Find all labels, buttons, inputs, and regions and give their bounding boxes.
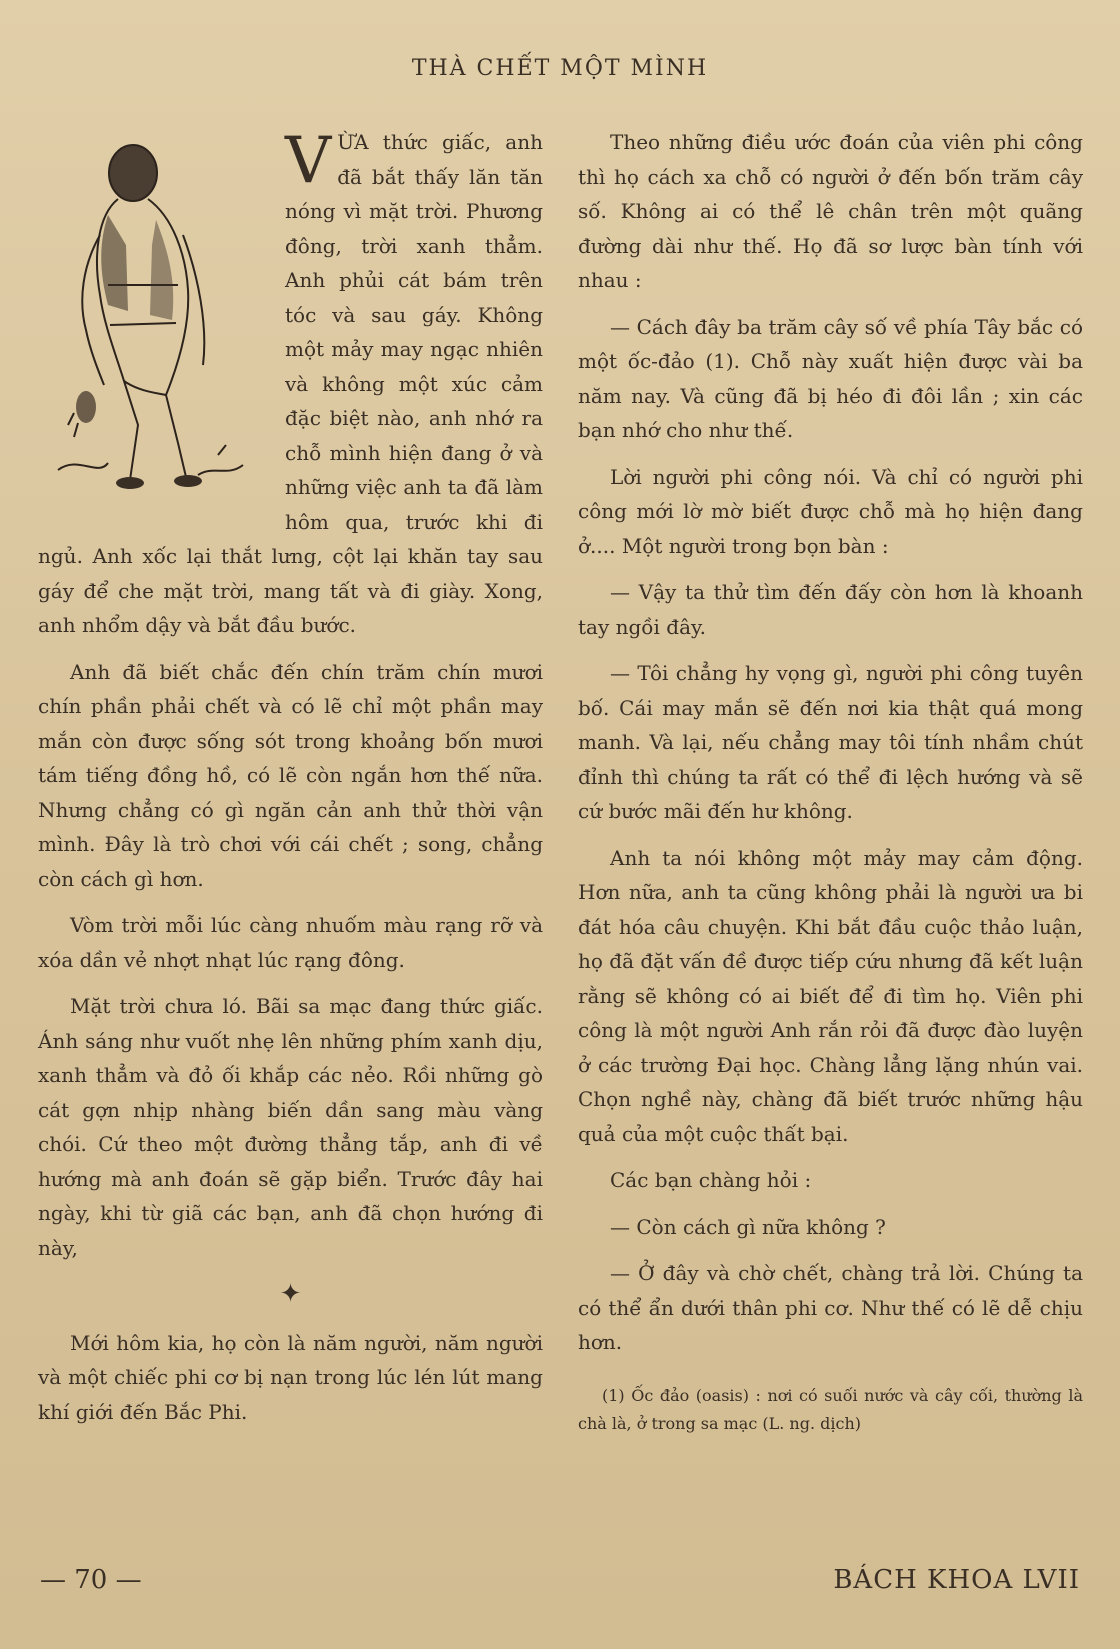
paragraph: Mới hôm kia, họ còn là năm người, năm người và một chiếc phi cơ bị nạn trong lúc lén lút mang khí giới đến Bắc Phi. — [38, 1330, 543, 1424]
paragraph: Anh ta nói không một mảy may cảm động. Hơn nữa, anh ta cũng không phải là người ưa bi đát hóa câu chuyện. Khi bắt đầu cuộc thảo luận, họ đã đặt vấn đề được tiếp cứu nhưng đã kết luận rằng sẽ không có ai biết để đi tìm họ. Viên phi công là một người Anh rắn rỏi đã được đào luyện ở các trường Đại học. Chàng lẳng lặng nhún vai. Chọn nghề này, chàng đã biết trước những hậu quả của một cuộc thất bại. — [578, 845, 1083, 1146]
left-column — [38, 125, 543, 1441]
paragraph: — Vậy ta thử tìm đến đấy còn hơn là khoanh tay ngồi đây. — [578, 580, 1083, 639]
right-column — [578, 125, 1083, 1438]
paragraph: — Ở đây và chờ chết, chàng trả lời. Chúng ta có thể ẩn dưới thân phi cơ. Như thế có lẽ dễ chịu hơn. — [578, 1261, 1083, 1354]
drop-cap: V — [285, 124, 332, 198]
page-number: — 70 — — [40, 1565, 142, 1595]
running-title: THÀ CHẾT MỘT MÌNH — [411, 56, 709, 81]
paragraph: Lời người phi công nói. Và chỉ có người phi công mới lờ mờ biết được chỗ mà họ hiện đang ở.... Một người trong bọn bàn : — [578, 464, 1083, 558]
paragraph: Anh đã biết chắc đến chín trăm chín mươi chín phần phải chết và có lẽ chỉ một phần may mắn còn được sống sót trong khoảng bốn mươi tám tiếng đồng hồ, có lẽ còn ngắn hơn thế nữa. Nhưng chẳng có gì ngăn cản anh thử thời vận mình. Đây là trò chơi với cái chết ; song, chẳng còn cách gì hơn. — [38, 659, 543, 891]
paragraph-text: ỪA thức giấc, anh đã bắt thấy lăn tăn nóng vì mặt trời. Phương đông, trời xanh thẳm. Anh phủi cát bám trên tóc và sau gáy. Không một mảy may ngạc nhiên và không một xúc cảm đặc biệt nào, anh nhớ ra chỗ mình hiện đang ở và những việc anh ta đã làm hôm qua, trước khi đi ngủ. Anh xốc lại thắt lưng, cột lại khăn tay sau gáy để che mặt trời, mang tất và đi giày. Xong, anh nhổm dậy và bắt đầu bước. — [38, 130, 543, 637]
paragraph: Theo những điều ước đoán của viên phi công thì họ cách xa chỗ có người ở đến bốn trăm cây số. Không ai có thể lê chân trên một quãng đường dài như thế. Họ đã sơ lược bàn tính với nhau : — [578, 130, 1083, 292]
section-separator-star: ✦ — [279, 1279, 302, 1309]
soldier-illustration — [38, 125, 273, 507]
paragraph: Mặt trời chưa ló. Bãi sa mạc đang thức giấc. Ánh sáng như vuốt nhẹ lên những phím xanh dịu, xanh thẳm và đỏ ối khắp các nẻo. Rồi những gò cát gợn nhịp nhàng biến dần sang màu vàng chói. Cứ theo một đường thẳng tắp, anh đi về hướng mà anh đoán sẽ gặp biển. Trước đây hai ngày, khi từ giã các bạn, anh đã chọn hướng đi này, — [38, 994, 543, 1260]
paragraph: — Cách đây ba trăm cây số về phía Tây bắc có một ốc-đảo (1). Chỗ này xuất hiện được vài ba năm nay. Và cũng đã bị héo đi đôi lần ; xin các bạn nhớ cho như thế. — [578, 314, 1083, 442]
footnote: (1) Ốc đảo (oasis) : nơi có suối nước và cây cối, thường là chà là, ở trong sa mạc (L. ng. dịch) — [578, 1385, 1083, 1433]
paragraph: Các bạn chàng hỏi : — [610, 1168, 812, 1192]
magazine-name: BÁCH KHOA LVII — [833, 1565, 1080, 1595]
paragraph: Vòm trời mỗi lúc càng nhuốm màu rạng rỡ và xóa dần vẻ nhợt nhạt lúc rạng đông. — [38, 913, 543, 972]
paragraph: — Tôi chẳng hy vọng gì, người phi công tuyên bố. Cái may mắn sẽ đến nơi kia thật quá mong manh. Và lại, nếu chẳng may tôi tính nhầm chút đỉnh thì chúng ta rất có thể đi lệch hướng và sẽ cứ bước mãi đến hư không. — [578, 661, 1083, 823]
paragraph: — Còn cách gì nữa không ? — [610, 1214, 886, 1239]
